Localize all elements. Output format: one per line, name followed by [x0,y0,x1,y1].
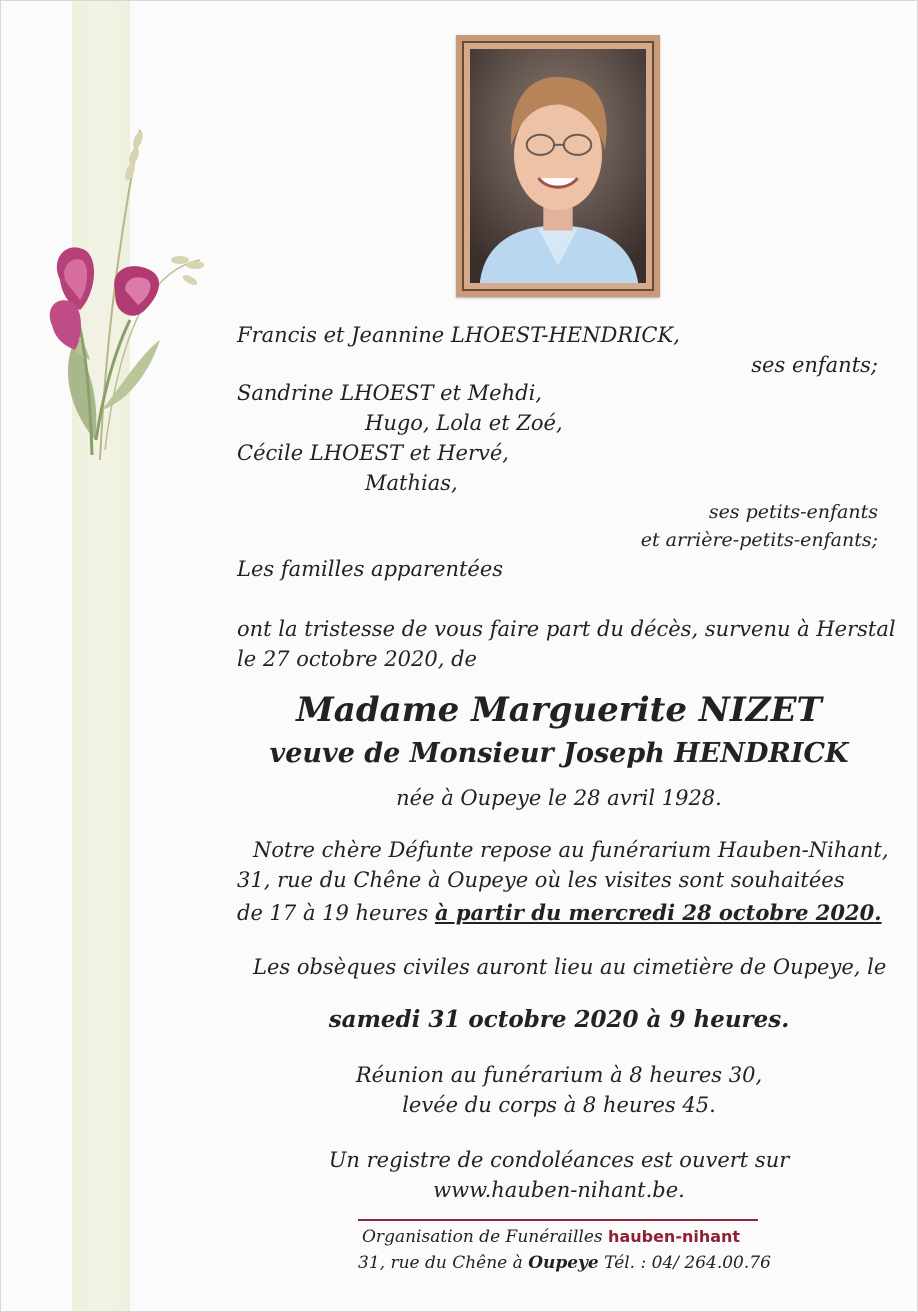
visitation-line-3: de 17 à 19 heures à partir du mercredi 28 octobre 2020. [237,900,882,925]
funeral-date: samedi 31 octobre 2020 à 9 heures. [328,1006,790,1033]
deceased-spouse: veuve de Monsieur Joseph HENDRICK [269,738,849,769]
grandchild-line-4: Mathias, [365,471,458,495]
grandchildren-label-1: ses petits-enfants [708,501,878,523]
deceased-birth: née à Oupeye le 28 avril 1928. [396,786,722,810]
visitation-date-emphasis: à partir du mercredi 28 octobre 2020. [434,900,882,925]
visitation-line-1: Notre chère Défunte repose au funérarium Hauben-Nihant, [253,838,889,862]
condolences-link[interactable]: www.hauben-nihant.be. [433,1178,685,1202]
funeral-intro: Les obsèques civiles auront lieu au cimetière de Oupeye, le [253,955,887,979]
calla-lily-illustration [30,110,220,470]
children-names: Francis et Jeannine LHOEST-HENDRICK, [237,323,680,347]
footer-organisation: Organisation de Funérailles hauben-nihant [362,1227,741,1247]
grandchildren-label-2: et arrière-petits-enfants; [640,529,878,551]
portrait-photo [470,49,646,283]
grandchild-line-1: Sandrine LHOEST et Mehdi, [237,381,542,405]
children-label: ses enfants; [751,353,878,377]
meeting-line-1: Réunion au funérarium à 8 heures 30, [355,1063,763,1087]
grandchild-line-3: Cécile LHOEST et Hervé, [237,441,509,465]
condolences-line-1: Un registre de condoléances est ouvert sur [328,1148,790,1172]
related-families: Les familles apparentées [237,557,504,581]
grandchild-line-2: Hugo, Lola et Zoé, [365,411,563,435]
footer-divider [358,1219,758,1221]
deceased-name: Madame Marguerite NIZET [296,690,822,730]
portrait-frame [456,35,660,297]
footer-address: 31, rue du Chêne à Oupeye Tél. : 04/ 264.00.76 [358,1253,771,1273]
announcement-line-1: ont la tristesse de vous faire part du décès, survenu à Herstal [237,617,896,641]
visitation-line-2: 31, rue du Chêne à Oupeye où les visites sont souhaitées [237,868,845,892]
announcement-line-2: le 27 octobre 2020, de [237,647,477,671]
meeting-line-2: levée du corps à 8 heures 45. [402,1093,716,1117]
brand-logo: hauben-nihant [608,1227,741,1246]
